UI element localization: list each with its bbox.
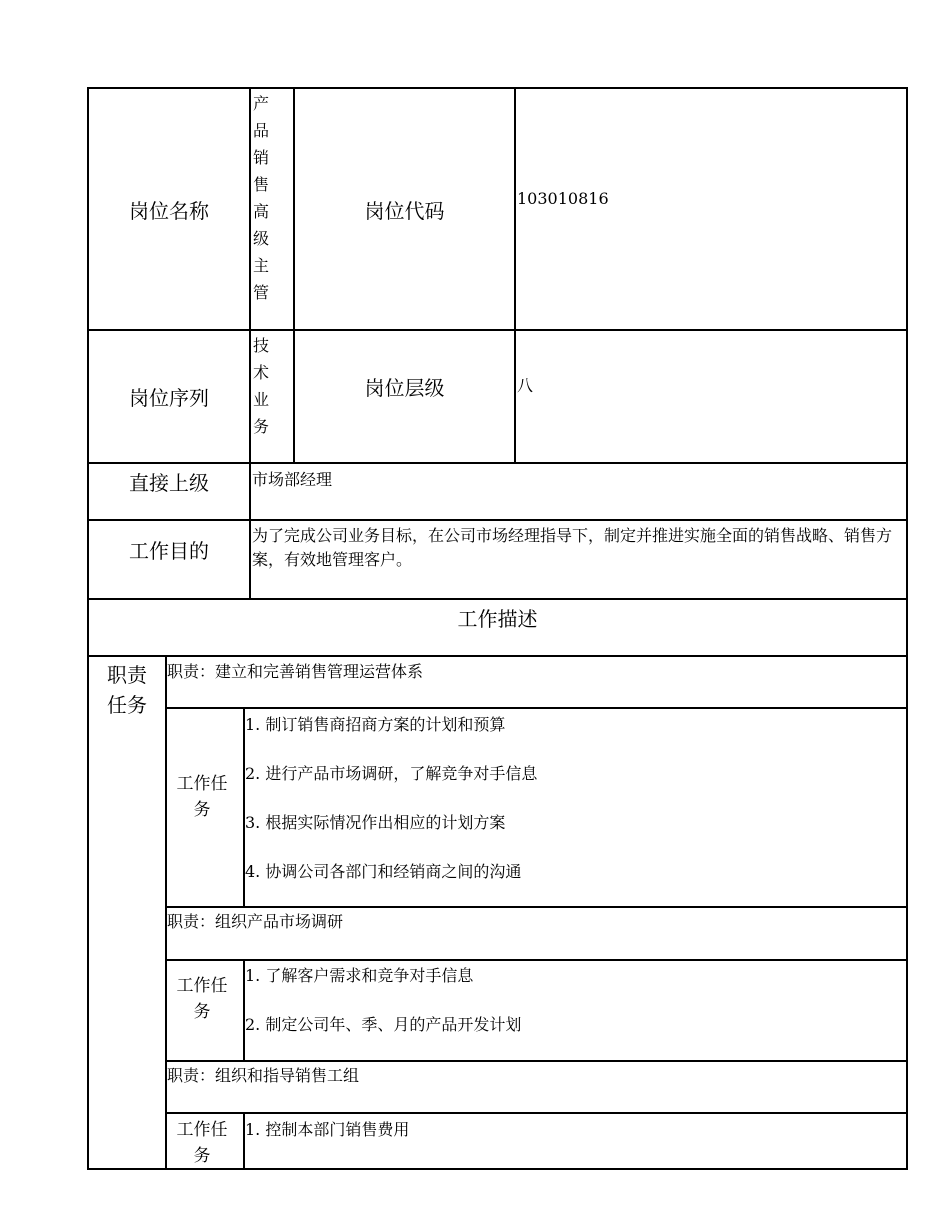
task-item: 1. 了解客户需求和竞争对手信息 bbox=[245, 966, 474, 985]
row-divider bbox=[88, 655, 908, 657]
position-name-value: 产品销售高级主管 bbox=[252, 94, 269, 302]
position-level-value: 八 bbox=[517, 376, 534, 395]
task-item: 1. 控制本部门销售费用 bbox=[245, 1120, 410, 1139]
table-border-right bbox=[906, 87, 908, 1170]
task-item: 1. 制订销售商招商方案的计划和预算 bbox=[245, 715, 506, 734]
row-divider bbox=[165, 1112, 908, 1114]
duty-title: 职责：组织和指导销售工组 bbox=[167, 1066, 360, 1085]
direct-superior-value: 市场部经理 bbox=[252, 470, 333, 489]
work-description-heading: 工作描述 bbox=[457, 607, 538, 631]
row-divider bbox=[165, 707, 908, 709]
row-divider bbox=[165, 959, 908, 961]
work-purpose-label: 工作目的 bbox=[129, 538, 209, 563]
row-divider bbox=[165, 1060, 908, 1062]
position-series-value: 技术业务 bbox=[252, 336, 269, 436]
work-tasks-label: 工作任务 bbox=[176, 976, 228, 1022]
position-code-value: 103010816 bbox=[517, 189, 609, 208]
task-item: 2. 进行产品市场调研，了解竞争对手信息 bbox=[245, 764, 538, 783]
task-item: 4. 协调公司各部门和经销商之间的沟通 bbox=[245, 862, 522, 881]
row-divider bbox=[165, 906, 908, 908]
task-item: 3. 根据实际情况作出相应的计划方案 bbox=[245, 813, 506, 832]
work-tasks-label: 工作任务 bbox=[176, 1120, 228, 1166]
duty-title: 职责：组织产品市场调研 bbox=[167, 912, 344, 931]
position-name-label: 岗位名称 bbox=[129, 198, 209, 223]
position-code-label: 岗位代码 bbox=[364, 198, 445, 223]
col-divider bbox=[514, 87, 516, 464]
position-level-label: 岗位层级 bbox=[364, 376, 445, 400]
duty-title: 职责：建立和完善销售管理运营体系 bbox=[167, 662, 424, 681]
work-tasks-label: 工作任务 bbox=[176, 774, 228, 820]
work-purpose-value: 为了完成公司业务目标，在公司市场经理指导下，制定并推进实施全面的销售战略、销售方案，有效地管理客户。 bbox=[252, 526, 893, 569]
task-item: 2. 制定公司年、季、月的产品开发计划 bbox=[245, 1015, 522, 1034]
duties-tasks-label: 职责任务 bbox=[107, 663, 147, 717]
direct-superior-label: 直接上级 bbox=[129, 471, 209, 495]
position-series-label: 岗位序列 bbox=[129, 386, 209, 410]
